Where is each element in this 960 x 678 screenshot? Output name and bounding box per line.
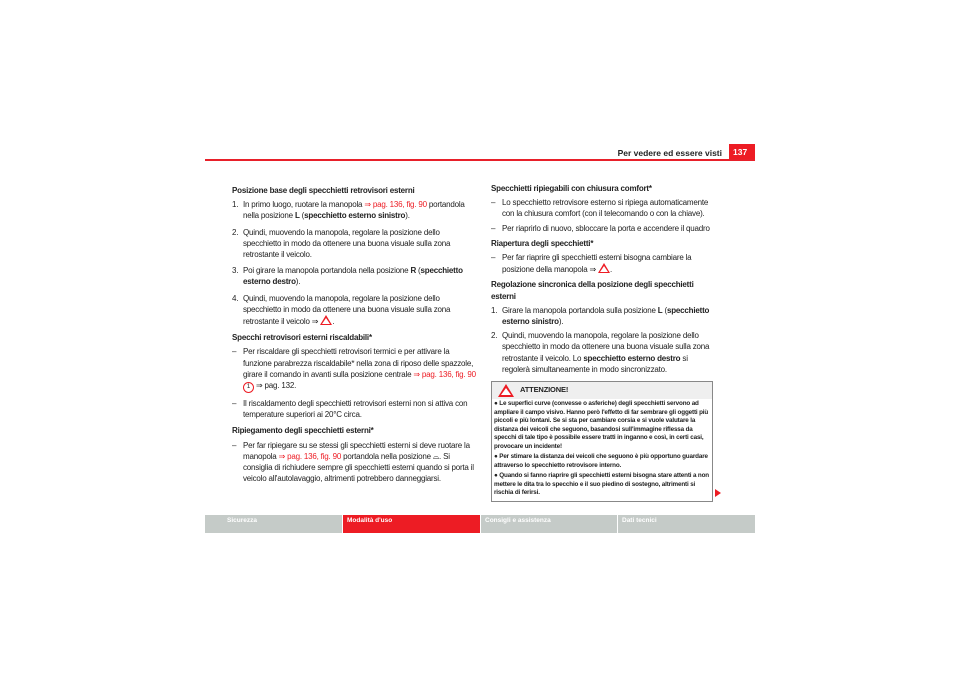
- item-text: ).: [558, 317, 564, 327]
- dash-marker: –: [491, 198, 496, 208]
- item-bold: specchietto esterno sinistro: [502, 305, 710, 327]
- item-bold: specchietto esterno sinistro: [304, 211, 406, 221]
- item-text: Il riscaldamento degli specchietti retrovisori esterni non si attiva con temperature superiori ai 20°C circa.: [243, 399, 468, 420]
- item-text: Quindi, muovendo la manopola, regolare la posizione dello specchietto in modo da ottenere una buona visuale sulla zona retrostante il veicolo.: [243, 227, 451, 260]
- warning-box: [491, 381, 713, 502]
- warning-header: [492, 382, 712, 399]
- warning-title: ATTENZIONE!: [520, 385, 569, 395]
- list-item: [232, 346, 476, 393]
- warning-icon[interactable]: [320, 315, 335, 327]
- section-comfort-folding: [491, 183, 717, 234]
- warning-icon[interactable]: [598, 263, 613, 275]
- item-text: .: [610, 265, 613, 275]
- tab-dati-tecnici[interactable]: Dati tecnici: [618, 515, 755, 533]
- section-heading: Specchi retrovisori esterni riscaldabili*: [232, 333, 372, 343]
- item-text: portandola nella posizione: [341, 451, 433, 461]
- item-text: (: [299, 211, 305, 221]
- dash-marker: –: [232, 440, 237, 450]
- item-bold: L: [294, 211, 300, 221]
- list-item: [232, 293, 476, 328]
- item-text: .: [332, 317, 335, 327]
- item-number: 2.: [491, 331, 498, 341]
- item-number: 2.: [232, 227, 239, 237]
- list-item: [491, 223, 717, 234]
- warning-bullet: ● Per stimare la distanza dei veicoli che seguono è più opportuno guardare attraverso lo specchietto retrovisore interno.: [494, 453, 708, 469]
- section-synchronous: [491, 279, 717, 375]
- list-item: [491, 197, 717, 219]
- item-number: 1.: [491, 305, 498, 315]
- item-text: Quindi, muovendo la manopola, regolare la posizione dello specchietto in modo da ottenere una buona visuale sulla zona retrostante il veicolo ⇒: [243, 293, 451, 327]
- left-column: [232, 185, 476, 489]
- item-bold: specchietto esterno destro: [583, 353, 681, 363]
- dash-marker: –: [491, 253, 496, 263]
- item-bold: L: [657, 305, 663, 315]
- item-bold: specchietto esterno destro: [243, 266, 463, 287]
- dash-marker: –: [232, 347, 237, 357]
- right-column: [491, 183, 717, 502]
- item-text: si regolerà simultaneamente in modo sincronizzato.: [502, 353, 688, 374]
- item-text: Per riaprirlo di nuovo, sbloccare la porta e accendere il quadro: [502, 223, 710, 233]
- section-heading: Riapertura degli specchietti*: [491, 238, 594, 248]
- item-text: Girare la manopola portandola sulla posizione: [502, 305, 658, 315]
- item-text: Per far riaprire gli specchietti esterni bisogna cambiare la posizione della manopola ⇒: [502, 253, 692, 275]
- item-text: ).: [405, 211, 410, 221]
- page-header-title: Per vedere ed essere visti: [617, 148, 722, 158]
- warning-text: Per stimare la distanza dei veicoli che seguono è più opportuno guardare attraverso lo specchietto retrovisore interno.: [494, 453, 708, 469]
- header-rule: [205, 159, 755, 161]
- section-folding-mirrors: [232, 425, 476, 484]
- item-text: In primo luogo, ruotare la manopola: [243, 200, 365, 210]
- tab-sicurezza[interactable]: Sicurezza: [205, 515, 342, 533]
- item-text: Lo specchietto retrovisore esterno si ripiega automaticamente con la chiusura comfort (con il telecomando o con la chiave).: [502, 198, 709, 219]
- item-text: Per far ripiegare su se stessi gli specchietti esterni si deve ruotare la manopola: [243, 440, 470, 461]
- section-base-position: [232, 185, 476, 327]
- continue-arrow-icon: [715, 489, 721, 497]
- section-heated-mirrors: [232, 332, 476, 420]
- item-text: ⇒ pag. 132.: [254, 381, 297, 391]
- section-heading: Posizione base degli specchietti retrovisori esterni: [232, 186, 415, 195]
- warning-bullet: ● Le superfici curve (convesse o asferiche) degli specchietti servono ad ampliare il campo visivo. Hanno però l'effetto di far sembrare gli oggetti più piccoli e più lontani. Se si sta per cambiare corsia e si vuole valutare la distanza dei veicoli che seguono, basandosi sull'immagine riflessa da specchi di tale tipo è possibile essere tratti in inganno e così, in certi casi, provocare un incidente!: [494, 400, 709, 450]
- section-heading: Specchietti ripiegabili con chiusura comfort*: [491, 184, 652, 193]
- fold-position-icon: ⌓: [432, 451, 440, 461]
- section-heading: Regolazione sincronica della posizione degli specchietti esterni: [491, 280, 694, 301]
- item-number: 4.: [232, 293, 239, 303]
- list-item: [491, 330, 717, 375]
- list-item: [232, 440, 476, 485]
- item-text: (: [662, 305, 667, 315]
- list-item: [491, 305, 717, 327]
- item-text: Quindi, muovendo la manopola, regolare la posizione dello specchietto in modo da ottenere una buona visuale sulla zona retrostante il veicolo. Lo: [502, 331, 710, 363]
- item-number: 1.: [232, 200, 239, 210]
- tab-consigli-assistenza[interactable]: Consigli e assistenza: [481, 515, 617, 533]
- item-text: portandola nella posizione: [243, 200, 465, 221]
- warning-bullet: ● Quando si fanno riaprire gli specchietti esterni bisogna stare attenti a non mettere le dita tra lo specchio e il suo piedino di sostegno, altrimenti si rischia di ferirsi.: [494, 472, 710, 497]
- item-text: ).: [295, 277, 301, 287]
- list-item: [491, 252, 717, 275]
- list-item: [232, 227, 476, 261]
- section-heading: Ripiegamento degli specchietti esterni*: [232, 426, 374, 436]
- item-bold: R: [410, 266, 417, 276]
- item-text: Poi girare la manopola portandola nella posizione: [243, 266, 411, 276]
- item-number: 3.: [232, 266, 239, 276]
- list-item: [232, 398, 476, 420]
- item-text: Per riscaldare gli specchietti retrovisori termici e per attivare la funzione parabrezza riscaldabile* nella zona di riposo delle spazzole, girare il comando in avanti sulla posizione centrale: [243, 347, 474, 379]
- dash-marker: –: [232, 399, 237, 409]
- warning-icon: [498, 384, 514, 397]
- item-text: . Si consiglia di richiudere sempre gli specchietti esterni quando si porta il veicolo all'autolavaggio, altrimenti potrebbero danneggiarsi.: [243, 451, 474, 484]
- section-reopening: [491, 238, 717, 276]
- item-text: (: [416, 266, 421, 276]
- callout-number-icon: 1: [243, 382, 254, 393]
- page-number: 137: [729, 144, 755, 160]
- page-reference-link[interactable]: ⇒ pag. 136, fig. 90: [278, 451, 342, 461]
- warning-body: [492, 399, 712, 501]
- page-reference-link[interactable]: ⇒ pag. 136, fig. 90: [413, 369, 476, 379]
- tab-modalita-uso[interactable]: Modalità d'uso: [343, 515, 480, 533]
- warning-text: Quando si fanno riaprire gli specchietti esterni bisogna stare attenti a non mettere le dita tra lo specchio e il suo piedino di sostegno, altrimenti si rischia di ferirsi.: [494, 472, 710, 497]
- list-item: [232, 265, 476, 287]
- warning-text: Le superfici curve (convesse o asferiche) degli specchietti servono ad ampliare il campo visivo. Hanno però l'effetto di far sembrare gli oggetti più piccoli e più lontani. Se si sta per cambiare corsia e si vuole valutare la distanza dei veicoli che seguono, basandosi sull'immagine riflessa da specchi di tale tipo è possibile essere tratti in inganno e così, in certi casi, provocare un incidente!: [494, 400, 709, 450]
- page-reference-link[interactable]: ⇒ pag. 136, fig. 90: [364, 200, 427, 210]
- list-item: [232, 199, 476, 221]
- dash-marker: –: [491, 223, 496, 233]
